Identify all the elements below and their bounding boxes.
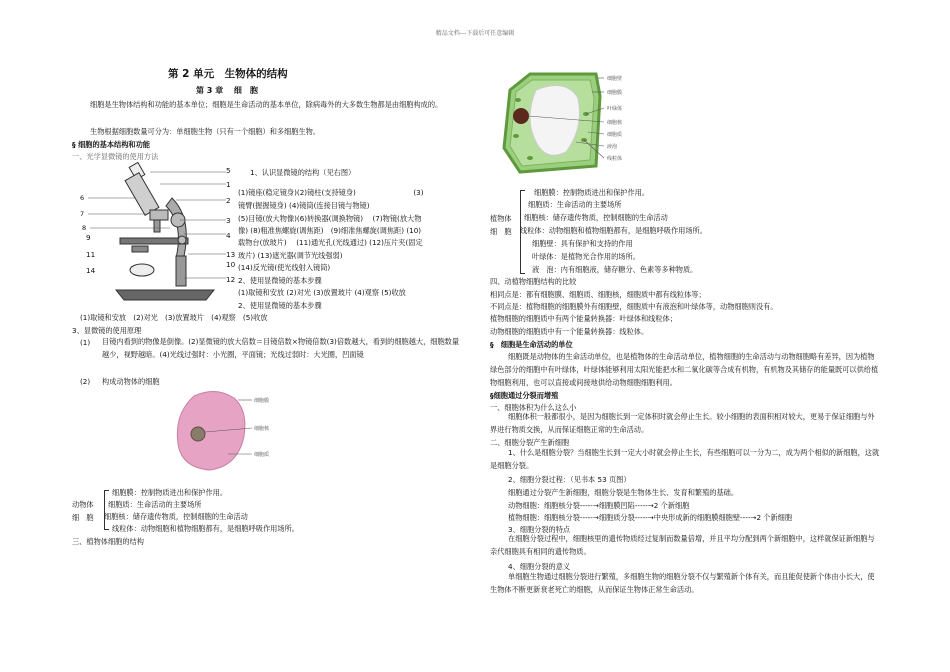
- micro-num-13: 13: [226, 250, 236, 259]
- why-small-title: 一、细胞体积为什么这么小: [490, 403, 577, 412]
- q2-title: 2、细胞分裂过程：（见书本 53 页图）: [508, 475, 631, 484]
- plant-tag-1: 植物体: [490, 214, 512, 223]
- micro-line-6: 玻片) (13)遮光器(调节光线强弱): [238, 251, 343, 260]
- plant-cell-diagram: [500, 70, 650, 180]
- animal-line-0: 细胞膜：控制物质进出和保护作用。: [112, 488, 228, 497]
- micro-line-8: 2、使用显微镜的基本步骤: [238, 276, 322, 285]
- micro-line-1: (1)镜座(稳定镜身)(2)镜柱(支持镜身) (3): [238, 188, 424, 197]
- animal-label-membrane: 细胞膜: [254, 398, 270, 404]
- new-cells-title: 二、细胞分裂产生新细胞: [490, 438, 570, 447]
- micro-line-4: 像) (8)粗准焦螺旋(调焦距) (9)细准焦螺旋(调焦距) (10): [238, 226, 422, 235]
- life-unit-paragraph: 细胞既是动物体的生命活动单位，也是植物体的生命活动单位，植物细胞的生命活动与动物细胞略有差异，因为植物绿色部分的细胞中有叶绿体，叶绿体能够利用太阳光能把水和二氧化碳等合成有机物，有机物及其储存的能量既可以供给植物细胞利用，也可以直接或间接地供给动物细胞细胞利用。: [490, 352, 879, 387]
- micro-line-7: (14)反光镜(使光线射入镜筒): [238, 263, 331, 272]
- comparison-line-0: 相同点是：都有细胞膜、细胞质、细胞核，细胞质中都有线粒体等；: [490, 290, 706, 299]
- micro-num-3: 3: [226, 216, 231, 225]
- micro-num-4: 4: [226, 231, 231, 240]
- animal-cell-diagram: [172, 388, 292, 474]
- plant-label-vacuole: 液泡: [607, 144, 618, 150]
- principle-1-num: (1): [80, 338, 91, 347]
- plant-line-6: 液 泡：内有细胞液，储存糖分、色素等多种物质。: [532, 265, 698, 274]
- micro-num-7: 7: [80, 210, 85, 218]
- micro-line-0: 1、认识显微镜的结构（见右图）: [250, 168, 356, 177]
- subsection-microscope: 一、光学显微镜的使用方法: [72, 152, 159, 161]
- micro-line-2: 镜臂(握握镜身) (4)镜筒(连接目镜与物镜): [238, 201, 370, 210]
- section-life-unit: § 细胞是生命活动的单位: [490, 340, 573, 349]
- micro-line-9: (1)取镜和安放 (2)对光 (3)放置玻片 (4)观察 (5)收放: [238, 288, 406, 297]
- plant-label-membrane: 细胞膜: [607, 90, 623, 96]
- section-division: §细胞通过分裂而增殖: [490, 391, 559, 400]
- plant-label-wall: 细胞壁: [607, 76, 623, 82]
- animal-nucleus: [191, 427, 205, 441]
- microscope-steps: (1)取镜和安放 (2)对光 (3)放置玻片 (4)观察 (5)收放: [80, 313, 268, 322]
- plant-label-cytoplasm: 细胞质: [607, 132, 623, 138]
- micro-num-11: 11: [86, 250, 96, 259]
- plant-line-3: 线粒体：动物细胞和植物细胞都有，是细胞呼吸作用场所。: [520, 226, 707, 235]
- micro-num-8: 8: [82, 224, 87, 232]
- animal-tag-1: 动物体: [72, 500, 94, 509]
- plant-section-title: 三、植物体细胞的结构: [72, 537, 144, 546]
- unit-title: 第 2 单元 生物体的结构: [168, 68, 288, 80]
- q2-line-a: 细胞通过分裂产生新细胞，细胞分裂是生物体生长、发育和繁殖的基础。: [508, 488, 739, 497]
- plant-line-4: 细胞壁：具有保护和支持的作用: [532, 239, 633, 248]
- plant-label-mitochondria: 线粒体: [607, 156, 623, 162]
- chapter-title: 第 3 章 细 胞: [196, 86, 258, 95]
- micro-line-10: 2、使用显微镜的基本步骤: [238, 301, 322, 310]
- plant-line-2: 细胞核：储存遗传物质，控制细胞的生命活动: [524, 213, 668, 222]
- q2-line-b: 动物细胞：细胞核分裂-----→细胞膜凹陷-----→2 个新细胞: [508, 501, 690, 510]
- comparison-line-3: 动物细胞的细胞质中有一个能量转换器：线粒体。: [490, 327, 649, 336]
- section-basic-structure: § 细胞的基本结构和功能: [72, 140, 150, 149]
- micro-num-14: 14: [86, 266, 96, 275]
- intro-paragraph: 细胞是生物体结构和功能的基本单位；细胞是生命活动的基本单位，除病毒外的大多数生物都是由细胞构成的。: [90, 100, 443, 109]
- animal-line-1: 细胞质：生命活动的主要场所: [108, 500, 202, 509]
- animal-label-cytoplasm: 细胞质: [254, 452, 270, 458]
- micro-num-12: 12: [226, 275, 236, 284]
- why-small-paragraph: 细胞体积一般都很小，是因为细胞长到一定体积时就会停止生长。较小细胞的表面积相对较大，更易于保证细胞与外界进行物质交换，从而保证细胞正常的生命活动。: [490, 412, 875, 434]
- micro-num-6: 6: [80, 194, 85, 202]
- q3-title: 3、细胞分裂的特点: [508, 525, 571, 534]
- q4-title: 4、细胞分裂的意义: [508, 562, 571, 571]
- plant-label-chloroplast: 叶绿体: [607, 106, 623, 112]
- comparison-title: 四、动植物细胞结构的比较: [490, 277, 577, 286]
- principle-1: 目镜内看到的物像是倒像。(2)显微镜的放大倍数＝目镜倍数×物镜倍数(3)倍数越大，看到的细胞越大，细胞数量越少，视野越暗。(4)光线过强时：小光圈，平面镜；光线过弱时：大光圈，凹面镜: [102, 337, 460, 359]
- q2-line-c: 植物细胞：细胞核分裂-----→细胞质分裂-----→中央形成新的细胞膜细胞壁----→2 个新细胞: [508, 513, 793, 522]
- animal-tag-2: 细 胞: [72, 513, 94, 522]
- micro-line-3: (5)目镜(放大物像)(6)转换器(调换物镜) (7)物镜(放大物: [238, 214, 422, 223]
- animal-label-nucleus: 细胞核: [254, 426, 270, 432]
- animal-line-2: 细胞核：储存遗传物质，控制细胞的生命活动: [104, 512, 248, 521]
- section-principles: 3、显微镜的使用原理: [72, 326, 142, 335]
- plant-tag-2: 细 胞: [490, 227, 512, 236]
- principle-2: 构成动物体的细胞: [102, 377, 160, 386]
- micro-line-5: 载物台(放玻片) (11)通光孔(光线通过) (12)压片夹(固定: [238, 238, 423, 247]
- microscope-diagram: [80, 158, 240, 316]
- plant-line-5: 叶绿体：是植物光合作用的场所。: [532, 252, 640, 261]
- micro-num-2: 2: [226, 196, 231, 205]
- animal-cell-body: [177, 391, 245, 470]
- micro-num-5: 5: [226, 166, 231, 175]
- plant-line-1: 细胞质：生命活动的主要场所: [528, 200, 622, 209]
- micro-num-1: 1: [226, 180, 231, 189]
- plant-label-nucleus: 细胞核: [607, 120, 623, 126]
- plant-nucleus: [513, 108, 529, 124]
- animal-line-3: 线粒体：动物细胞和植物细胞都有，是细胞呼吸作用场所。: [112, 524, 299, 533]
- plant-line-0: 细胞膜：控制物质进出和保护作用。: [534, 188, 650, 197]
- comparison-line-2: 植物细胞的细胞质中有两个能量转换器：叶绿体和线粒体；: [490, 314, 677, 323]
- micro-num-10: 10: [226, 260, 236, 269]
- micro-num-9: 9: [86, 233, 91, 242]
- page-header: 精品文档---下载后可任意编辑: [435, 30, 515, 37]
- q1-paragraph: 1、什么是细胞分裂？当细胞生长到一定大小时就会停止生长，有些细胞可以一分为二，成为两个相似的新细胞，这就是细胞分裂。: [490, 448, 880, 470]
- principle-2-num: (2): [80, 377, 91, 386]
- q4-paragraph: 单细胞生物通过细胞分裂进行繁殖，多细胞生物的细胞分裂不仅与繁殖新个体有关，而且能促使新个体由小长大，使生物体不断更新衰老死亡的细胞，从而保证生物体正常生命活动。: [490, 572, 875, 594]
- classification-paragraph: 生物根据细胞数量可分为：单细胞生物（只有一个细胞）和多细胞生物。: [90, 127, 321, 136]
- q3-paragraph: 在细胞分裂过程中，细胞核里的遗传物质经过复制而数量倍增，并且平均分配到两个新细胞中，这样就保证新细胞与亲代细胞具有相同的遗传物质。: [490, 534, 875, 556]
- comparison-line-1: 不同点是：植物细胞的细胞膜外有细胞壁，细胞质中有液泡和叶绿体等，动物细胞则没有。: [490, 302, 778, 311]
